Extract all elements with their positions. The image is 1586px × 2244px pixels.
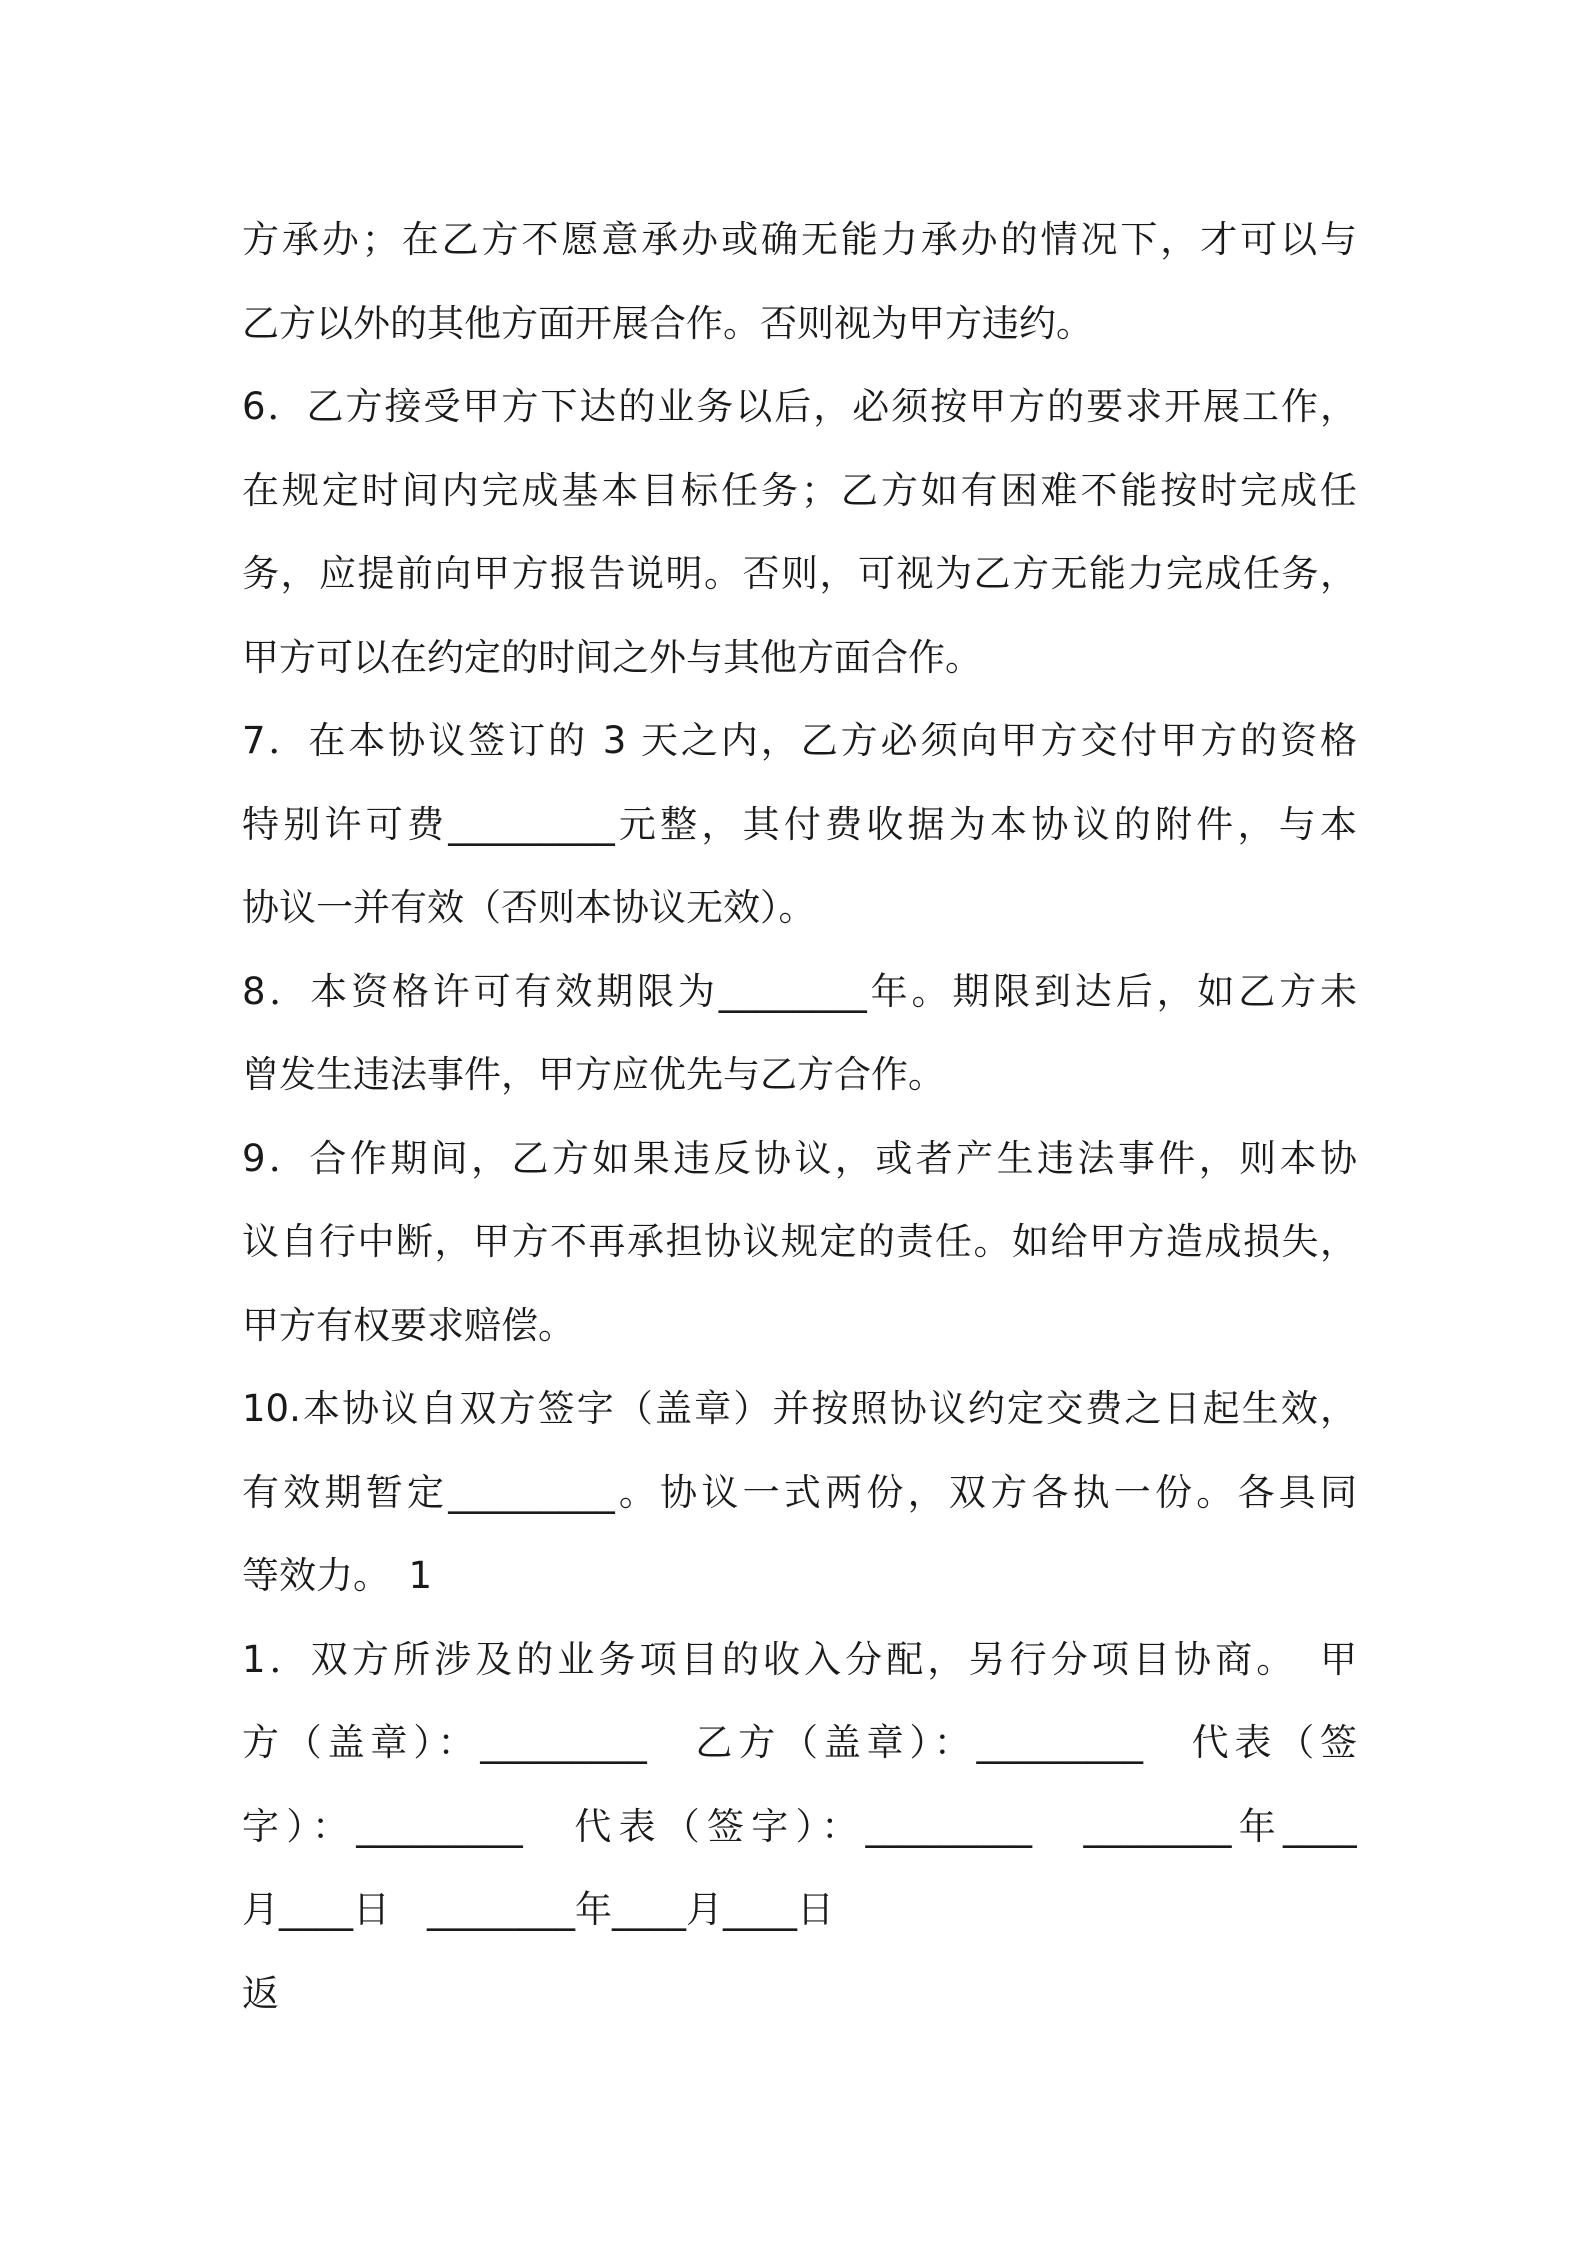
text-line: 字）：_________ 代表（签字）：_________ ________年____ [242, 1804, 1357, 1848]
text-line: 方承办；在乙方不愿意承办或确无能力承办的情况下，才可以与 [242, 218, 1357, 261]
text-line: 甲方有权要求赔偿。 [242, 1303, 575, 1347]
document-page [242, 198, 1357, 2035]
text-line: 7．在本协议签订的 3 天之内，乙方必须向甲方交付甲方的资格 [242, 719, 1357, 762]
text-line: 10.本协议自双方签字（盖章）并按照协议约定交费之日起生效， [242, 1387, 1357, 1430]
text-line: 有效期暂定_________。协议一式两份，双方各执一份。各具同 [242, 1470, 1357, 1514]
text-line: 8．本资格许可有效期限为________年。期限到达后，如乙方未 [242, 969, 1357, 1013]
text-line: 月____日 ________年____月____日 [242, 1888, 834, 1931]
text-line: 返 [242, 1971, 279, 2015]
text-line: 9．合作期间，乙方如果违反协议，或者产生违法事件，则本协 [242, 1136, 1357, 1180]
text-line: 务，应提前向甲方报告说明。否则，可视为乙方无能力完成任务， [242, 552, 1357, 595]
text-line: 特别许可费_________元整，其付费收据为本协议的附件，与本 [242, 802, 1357, 846]
text-line: 6．乙方接受甲方下达的业务以后，必须按甲方的要求开展工作， [242, 385, 1357, 428]
text-line: 等效力。 1 [242, 1554, 433, 1597]
text-line: 协议一并有效（否则本协议无效）。 [242, 886, 816, 929]
text-line: 在规定时间内完成基本目标任务；乙方如有困难不能按时完成任 [242, 468, 1357, 512]
text-line: 甲方可以在约定的时间之外与其他方面合作。 [242, 635, 982, 679]
text-line: 方（盖章）：_________ 乙方（盖章）：_________ 代表（签 [242, 1721, 1357, 1764]
text-line: 曾发生违法事件，甲方应优先与乙方合作。 [242, 1053, 945, 1096]
text-line: 议自行中断，甲方不再承担协议规定的责任。如给甲方造成损失， [242, 1220, 1357, 1263]
text-line: 1．双方所涉及的业务项目的收入分配，另行分项目协商。 甲 [242, 1637, 1357, 1681]
text-line: 乙方以外的其他方面开展合作。否则视为甲方违约。 [242, 301, 1093, 345]
document-body [242, 198, 1357, 2035]
